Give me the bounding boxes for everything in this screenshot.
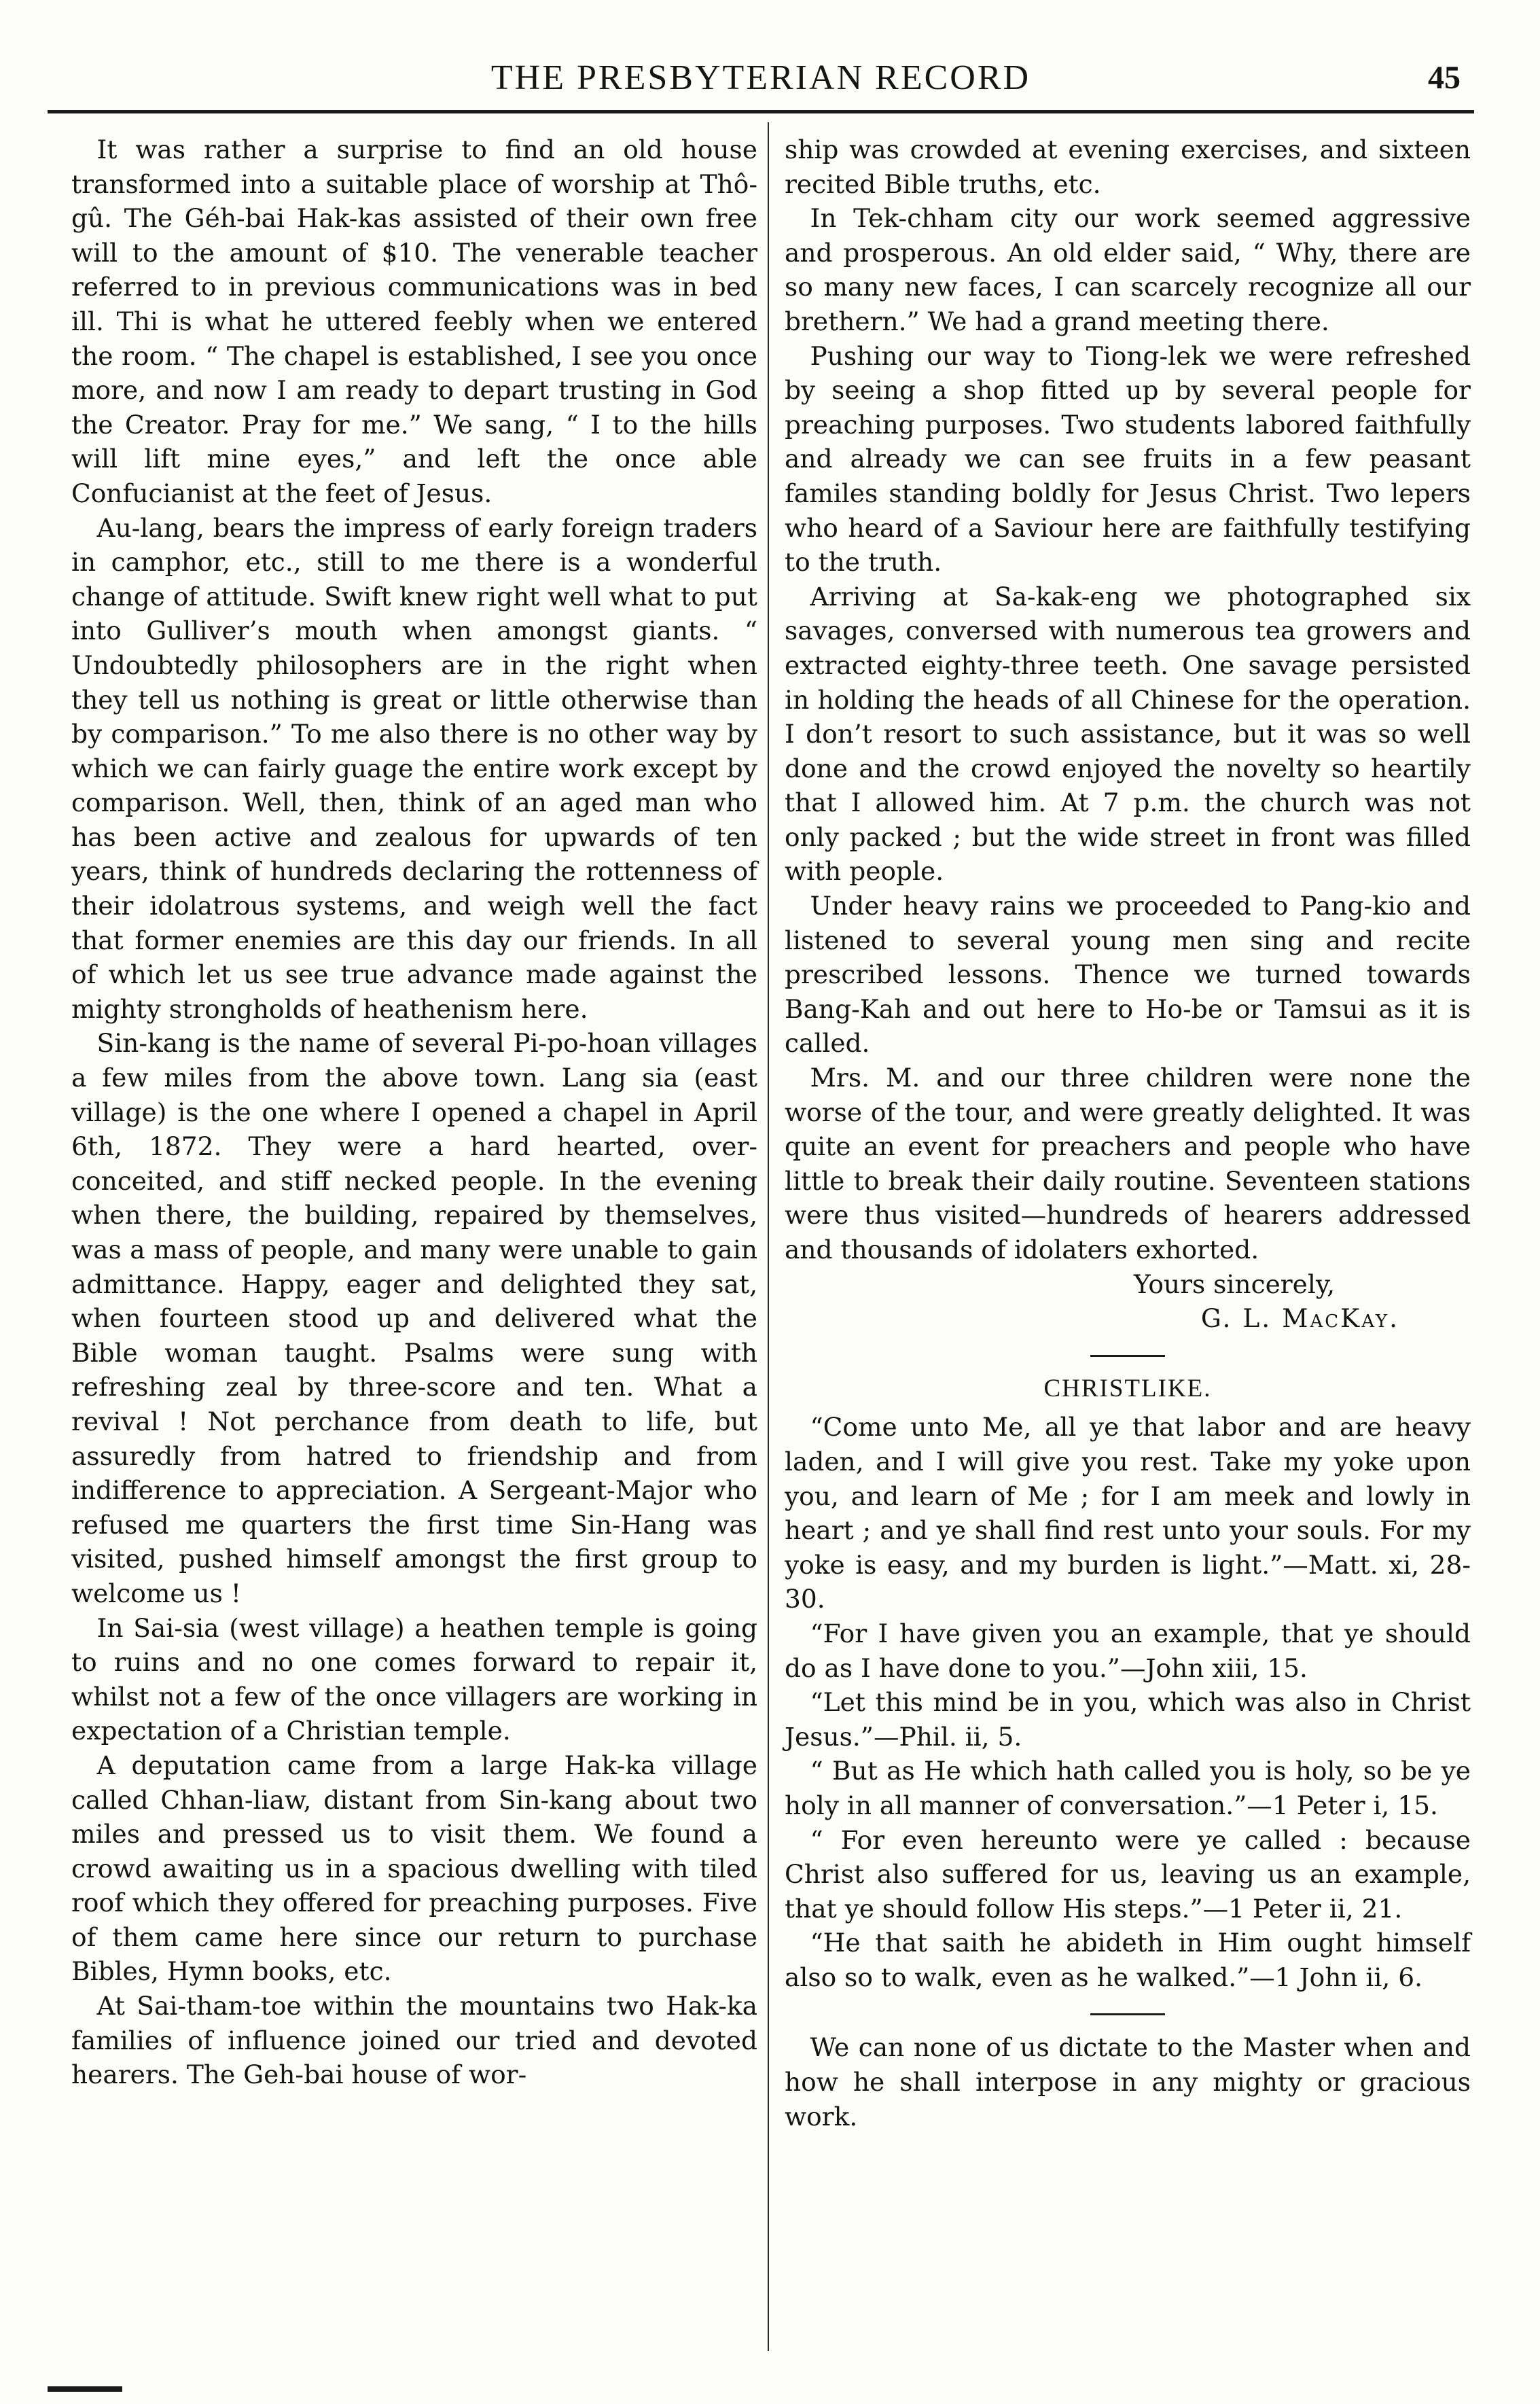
paragraph: Sin-kang is the name of several Pi-po-hoan villages a few miles from the above town. Lang sia (east village) is the one where I opened a chapel in April 6th, 1872. They were a hard hearted, over-conceited, and stiff necked people. In the evening when there, the building, repaired by themselves, was a mass of people, and many were unable to gain admittance. Happy, eager and delighted they sat, when fourteen stood up and delivered what the Bible woman taught. Psalms were sung with refreshing zeal by three-score and ten. What a revival ! Not perchance from death to life, but assuredly from hatred to friendship and from indifference to appreciation. A Sergeant-Major who refused me quarters the first time Sin-Hang was visited, pushed himself amongst the first group to welcome us ! — [71, 1028, 757, 1608]
header-rule — [48, 110, 1474, 113]
column-divider — [768, 122, 769, 2351]
paragraph: Au-lang, bears the impress of early foreign traders in camphor, etc., still to me there is a wonderful change of attitude. Swift knew right well what to put into Gulliver’s mouth when amongst giants. “ Undoubtedly philosophers are in the right when they tell us nothing is great or little otherwise than by comparison.” To me also there is no other way by which we can fairly guage the entire work except by comparison. Well, then, think of an aged man who has been active and zealous for upwards of ten years, think of hundreds declaring the rottenness of their idolatrous systems, and weigh well the fact that former enemies are this day our friends. In all of which let us see true advance made against the mighty strongholds of heathenism here. — [71, 512, 757, 1024]
scripture-quote: “He that saith he abideth in Him ought himself also so to walk, even as he walked.”—1 John ii, 6. — [785, 1928, 1471, 1992]
section-heading: CHRISTLIKE. — [1043, 1374, 1212, 1402]
section-separator — [1090, 2013, 1165, 2015]
paragraph: ship was crowded at evening exercises, and sixteen recited Bible truths, etc. — [785, 135, 1471, 199]
paragraph: Under heavy rains we proceeded to Pang-kio and listened to several young men sing and recite prescribed lessons. Thence we turned towards Bang-Kah and out here to Ho-be or Tamsui as it is called. — [785, 891, 1471, 1059]
letter-signature: G. L. MacKay. — [1200, 1303, 1399, 1334]
left-column — [71, 132, 757, 2092]
paragraph: Arriving at Sa-kak-eng we photographed six savages, conversed with numerous tea growers and extracted eighty-three teeth. One savage persisted in holding the heads of all Chinese for the operation. I don’t resort to such assistance, but it was so well done and the crowd enjoyed the novelty so heartily that I allowed him. At 7 p.m. the church was not only packed ; but the wide street in front was filled with people. — [785, 581, 1471, 887]
paragraph: Pushing our way to Tiong-lek we were refreshed by seeing a shop fitted up by several people for preaching purposes. Two students labored faithfully and already we can see fruits in a few peasant familes standing boldly for Jesus Christ. Two lepers who heard of a Saviour here are faithfully testifying to the truth. — [785, 340, 1471, 578]
running-title: THE PRESBYTERIAN RECORD — [490, 58, 1031, 97]
footer-rule — [48, 2386, 122, 2392]
paragraph: It was rather a surprise to find an old house transformed into a suitable place of worship at Thô-gû. The Géh-bai Hak-kas assisted of their own free will to the amount of $10. The venerable teacher referred to in previous communications was in bed ill. Thi is what he uttered feebly when we entered the room. “ The chapel is established, I see you once more, and now I am ready to depart trusting in God the Creator. Pray for me.” We sang, “ I to the hills will lift mine eyes,” and left the once able Confucianist at the feet of Jesus. — [71, 135, 757, 508]
closing-paragraph: We can none of us dictate to the Master when and how he shall interpose in any mighty or gracious work. — [785, 2032, 1471, 2132]
page-number: 45 — [1428, 60, 1461, 96]
scripture-quote: “Come unto Me, all ye that labor and are heavy laden, and I will give you rest. Take my yoke upon you, and learn of Me ; for I am meek and lowly in heart ; and ye shall find rest unto your souls. For my yoke is easy, and my burden is light.”—Matt. xi, 28-30. — [785, 1412, 1471, 1614]
paragraph: Mrs. M. and our three children were none the worse of the tour, and were greatly delighted. It was quite an event for preachers and people who have little to break their daily routine. Seventeen stations were thus visited—hundreds of hearers addressed and thousands of idolaters exhorted. — [785, 1063, 1471, 1265]
section-separator — [1090, 1355, 1165, 1357]
letter-closing: Yours sincerely, — [1133, 1269, 1335, 1299]
paragraph: A deputation came from a large Hak-ka village called Chhan-liaw, distant from Sin-kang about two miles and pressed us to visit them. We found a crowd awaiting us in a spacious dwelling with tiled roof which they offered for preaching purposes. Five of them came here since our return to purchase Bibles, Hymn books, etc. — [71, 1750, 757, 1987]
scripture-quote: “For I have given you an example, that ye should do as I have done to you.”—John xiii, 15. — [785, 1618, 1471, 1683]
scripture-quote: “ For even hereunto were ye called : because Christ also suffered for us, leaving us an example, that ye should follow His steps.”—1 Peter ii, 21. — [785, 1824, 1471, 1924]
paragraph: In Sai-sia (west village) a heathen temple is going to ruins and no one comes forward to repair it, whilst not a few of the once villagers are working in expectation of a Christian temple. — [71, 1612, 757, 1746]
scripture-quote: “Let this mind be in you, which was also in Christ Jesus.”—Phil. ii, 5. — [785, 1687, 1471, 1752]
page-header — [48, 54, 1474, 102]
paragraph: In Tek-chham city our work seemed aggressive and prosperous. An old elder said, “ Why, there are so many new faces, I can scarcely recognize all our brethern.” We had a grand meeting there. — [785, 203, 1471, 336]
scripture-quote: “ But as He which hath called you is holy, so be ye holy in all manner of conversation.”—1 Peter i, 15. — [785, 1756, 1471, 1820]
right-column — [785, 132, 1471, 2134]
paragraph: At Sai-tham-toe within the mountains two Hak-ka families of influence joined our tried and devoted hearers. The Geh-bai house of wor- — [71, 1991, 757, 2090]
